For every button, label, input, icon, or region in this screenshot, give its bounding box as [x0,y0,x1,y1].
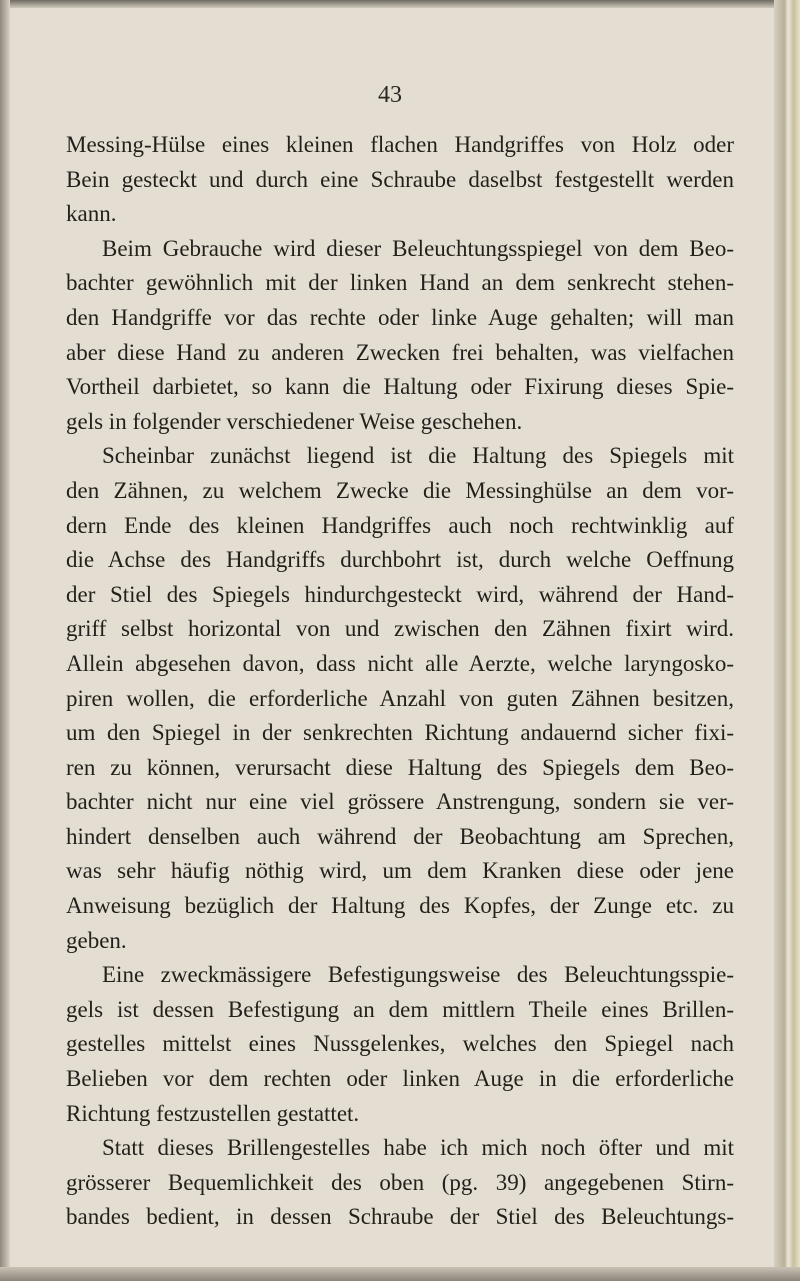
text-line: Vortheil darbietet, so kann die Haltung oder Fixirung dieses Spie- [66,374,734,400]
text-line: ren zu können, verursacht diese Haltung des Spiegels dem Beo- [66,754,734,780]
text-line: Statt dieses Brillengestelles habe ich mich noch öfter und mit [102,1135,734,1161]
text-line: grösserer Bequemlichkeit des oben (pg. 39) angegebenen Stirn- [66,1169,734,1195]
text-line: hindert denselben auch während der Beobachtung am Sprechen, [66,823,734,849]
page-number: 43 [378,82,402,108]
text-line: die Achse des Handgriffs durchbohrt ist, durch welche Oeffnung [66,547,734,573]
text-line: geben. [66,927,127,953]
text-line: gestelles mittelst eines Nussgelenkes, welches den Spiegel nach [66,1031,734,1057]
text-line: griff selbst horizontal von und zwischen den Zähnen fixirt wird. [66,616,734,642]
text-line: Anweisung bezüglich der Haltung des Kopfes, der Zunge etc. zu [66,893,734,919]
text-line: den Handgriffe vor das rechte oder linke Auge gehalten; will man [66,304,734,330]
text-line: bandes bedient, in dessen Schraube der Stiel des Beleuchtungs- [66,1204,734,1230]
text-line: gels ist dessen Befestigung an dem mittlern Theile eines Brillen- [66,996,734,1022]
page-top-edge [0,0,800,8]
text-line: dern Ende des kleinen Handgriffes auch noch rechtwinklig auf [66,512,734,538]
text-line: den Zähnen, zu welchem Zwecke die Messinghülse an dem vor- [66,477,734,503]
text-line: Richtung festzustellen gestattet. [66,1100,360,1126]
text-line: Eine zweckmässigere Befestigungsweise des Beleuchtungsspie- [102,962,734,988]
text-line: Allein abgesehen davon, dass nicht alle Aerzte, welche laryngosko- [66,650,734,676]
text-line: was sehr häufig nöthig wird, um dem Kranken diese oder jene [66,858,734,884]
page-bottom-edge [0,1267,800,1281]
text-line: kann. [66,201,117,227]
text-line: Scheinbar zunächst liegend ist die Haltung des Spiegels mit [102,443,734,469]
text-line: piren wollen, die erforderliche Anzahl von guten Zähnen besitzen, [66,685,734,711]
text-line: bachter gewöhnlich mit der linken Hand an dem senkrecht stehen- [66,270,734,296]
text-line: Messing-Hülse eines kleinen flachen Handgriffes von Holz oder [66,132,734,157]
page-left-edge [0,0,10,1281]
body-text [66,128,734,1235]
text-line: der Stiel des Spiegels hindurchgesteckt wird, während der Hand- [66,581,734,607]
text-line: bachter nicht nur eine viel grössere Anstrengung, sondern sie ver- [66,789,734,815]
text-line: um den Spiegel in der senkrechten Richtung andauernd sicher fixi- [66,720,734,746]
text-line: gels in folgender verschiedener Weise geschehen. [66,408,523,434]
page-right-edge [774,0,800,1281]
text-line: aber diese Hand zu anderen Zwecken frei behalten, was vielfachen [66,339,734,365]
text-line: Beim Gebrauche wird dieser Beleuchtungsspiegel von dem Beo- [102,235,734,261]
text-line: Belieben vor dem rechten oder linken Auge in die erforderliche [66,1066,734,1092]
text-line: Bein gesteckt und durch eine Schraube daselbst festgestellt werden [66,166,734,192]
